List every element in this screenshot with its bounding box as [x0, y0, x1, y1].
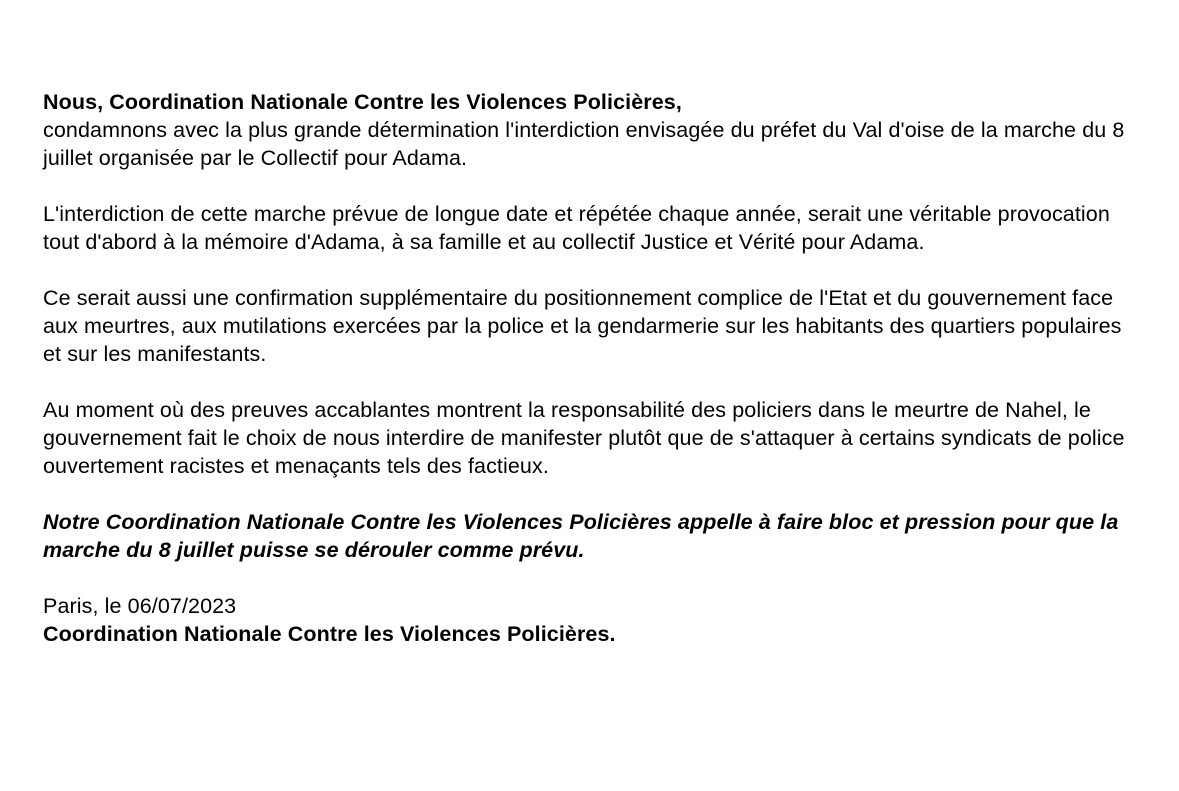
signature-block: [43, 592, 1145, 648]
paragraph-nahel: Au moment où des preuves accablantes montrent la responsabilité des policiers dans le meurtre de Nahel, le gouvernement fait le choix de nous interdire de manifester plutôt que de s'attaquer à certains syndicats de police ouvertement racistes et menaçants tels des factieux.: [43, 398, 1125, 478]
dateline: Paris, le 06/07/2023: [43, 594, 237, 618]
statement-body: [43, 88, 1145, 648]
paragraph-confirmation: Ce serait aussi une confirmation supplémentaire du positionnement complice de l'Etat et du gouvernement face aux meurtres, aux mutilations exercées par la police et la gendarmerie sur les habitants des quartiers populaires et sur les manifestants.: [43, 286, 1122, 366]
paragraph-interdiction: L'interdiction de cette marche prévue de longue date et répétée chaque année, serait une véritable provocation tout d'abord à la mémoire d'Adama, à sa famille et au collectif Justice et Vérité pour Adama.: [43, 202, 1110, 254]
call-to-action-paragraph: Notre Coordination Nationale Contre les Violences Policières appelle à faire bloc et pression pour que la marche du 8 juillet puisse se dérouler comme prévu.: [43, 510, 1119, 562]
opening-signatory-line: Nous, Coordination Nationale Contre les Violences Policières,: [43, 90, 682, 114]
opening-paragraph: [43, 88, 1145, 172]
signature-organization: Coordination Nationale Contre les Violences Policières.: [43, 622, 616, 646]
opening-paragraph-text: condamnons avec la plus grande détermination l'interdiction envisagée du préfet du Val d'oise de la marche du 8 juillet organisée par le Collectif pour Adama.: [43, 118, 1125, 170]
